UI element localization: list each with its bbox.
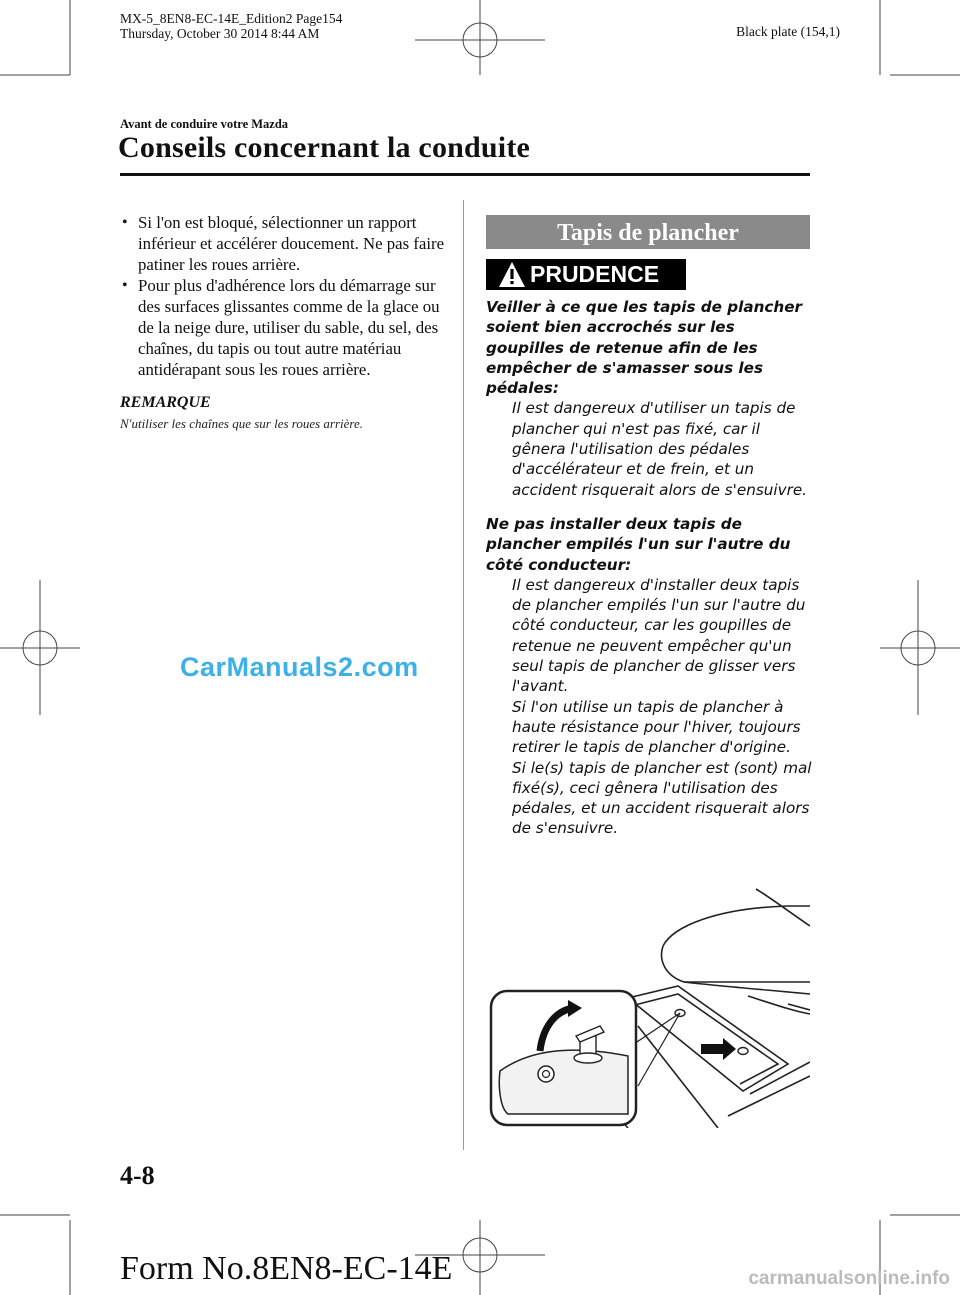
date-line: Thursday, October 30 2014 8:44 AM (120, 26, 320, 41)
bullet-text: Pour plus d'adhérence lors du démarrage sur des surfaces glissantes comme de la glace ou de la neige dure, utiliser du sable, du sel, des chaînes, du tapis ou tout autre matériau antidérapant sous les roues arrière. (138, 276, 440, 379)
detail-inset (491, 991, 636, 1125)
bullet-icon: • (122, 214, 128, 231)
registration-mark-left (0, 580, 80, 715)
warning-text (486, 297, 812, 839)
seat-drawing (663, 906, 810, 946)
warning-body: Il est dangereux d'installer deux tapis de plancher empilés l'un sur l'autre du côté conducteur, car les goupilles de retenue ne peuvent empêcher qu'un seul tapis de plancher de glisser vers l'avant. (512, 575, 806, 696)
registration-mark-right (880, 580, 960, 715)
column-divider (463, 200, 464, 1150)
warning-banner (486, 259, 686, 290)
left-column (120, 212, 450, 432)
warning-heading: Ne pas installer deux tapis de plancher empilés l'un sur l'autre du côté conducteur: (486, 514, 791, 574)
warning-body: Si le(s) tapis de plancher est (sont) mal fixé(s), ceci gênera l'utilisation des pédales, et un accident risquerait alors de s'ensuivre. (512, 758, 812, 838)
file-line: MX-5_8EN8-EC-14E_Edition2 Page154 (120, 11, 343, 26)
form-number: Form No.8EN8-EC-14E (120, 1250, 453, 1287)
watermark: CarManuals2.com (180, 652, 419, 682)
warning-body: Si l'on utilise un tapis de plancher à haute résistance pour l'hiver, toujours retirer le tapis de plancher d'origine. (512, 697, 801, 757)
page-number: 4-8 (120, 1161, 155, 1190)
registration-mark-top (415, 0, 545, 75)
page-title: Conseils concernant la conduite (118, 131, 531, 164)
title-rule (120, 173, 810, 176)
bullet-icon: • (122, 277, 128, 294)
direction-arrow-icon (701, 1038, 736, 1060)
site-watermark: carmanualsonline.info (748, 1268, 950, 1289)
warning-label: PRUDENCE (530, 261, 660, 287)
warning-body: Il est dangereux d'utiliser un tapis de plancher qui n'est pas fixé, car il gênera l'utilisation des pédales d'accélérateur et de frein, et un accident risquerait alors de s'ensuivre. (512, 399, 807, 499)
floor-mat-illustration (488, 886, 810, 1128)
section-label: Avant de conduire votre Mazda (120, 117, 289, 131)
warning-heading: Veiller à ce que les tapis de plancher soient bien accrochés sur les goupilles de retenue afin de les empêcher de s'amasser sous les pédales: (486, 298, 802, 398)
note-text: N'utiliser les chaînes que sur les roues arrière. (120, 416, 364, 431)
bullet-text: Si l'on est bloqué, sélectionner un rapport inférieur et accélérer doucement. Ne pas faire patiner les roues arrière. (138, 213, 445, 274)
note-title: REMARQUE (120, 394, 211, 411)
bullet-list (120, 212, 450, 380)
section-title: Tapis de plancher (486, 215, 810, 249)
bullet-item (120, 275, 450, 380)
print-meta (120, 11, 342, 41)
bullet-item (120, 212, 450, 275)
warning-icon (498, 261, 526, 288)
plate-label: Black plate (154,1) (736, 24, 840, 39)
